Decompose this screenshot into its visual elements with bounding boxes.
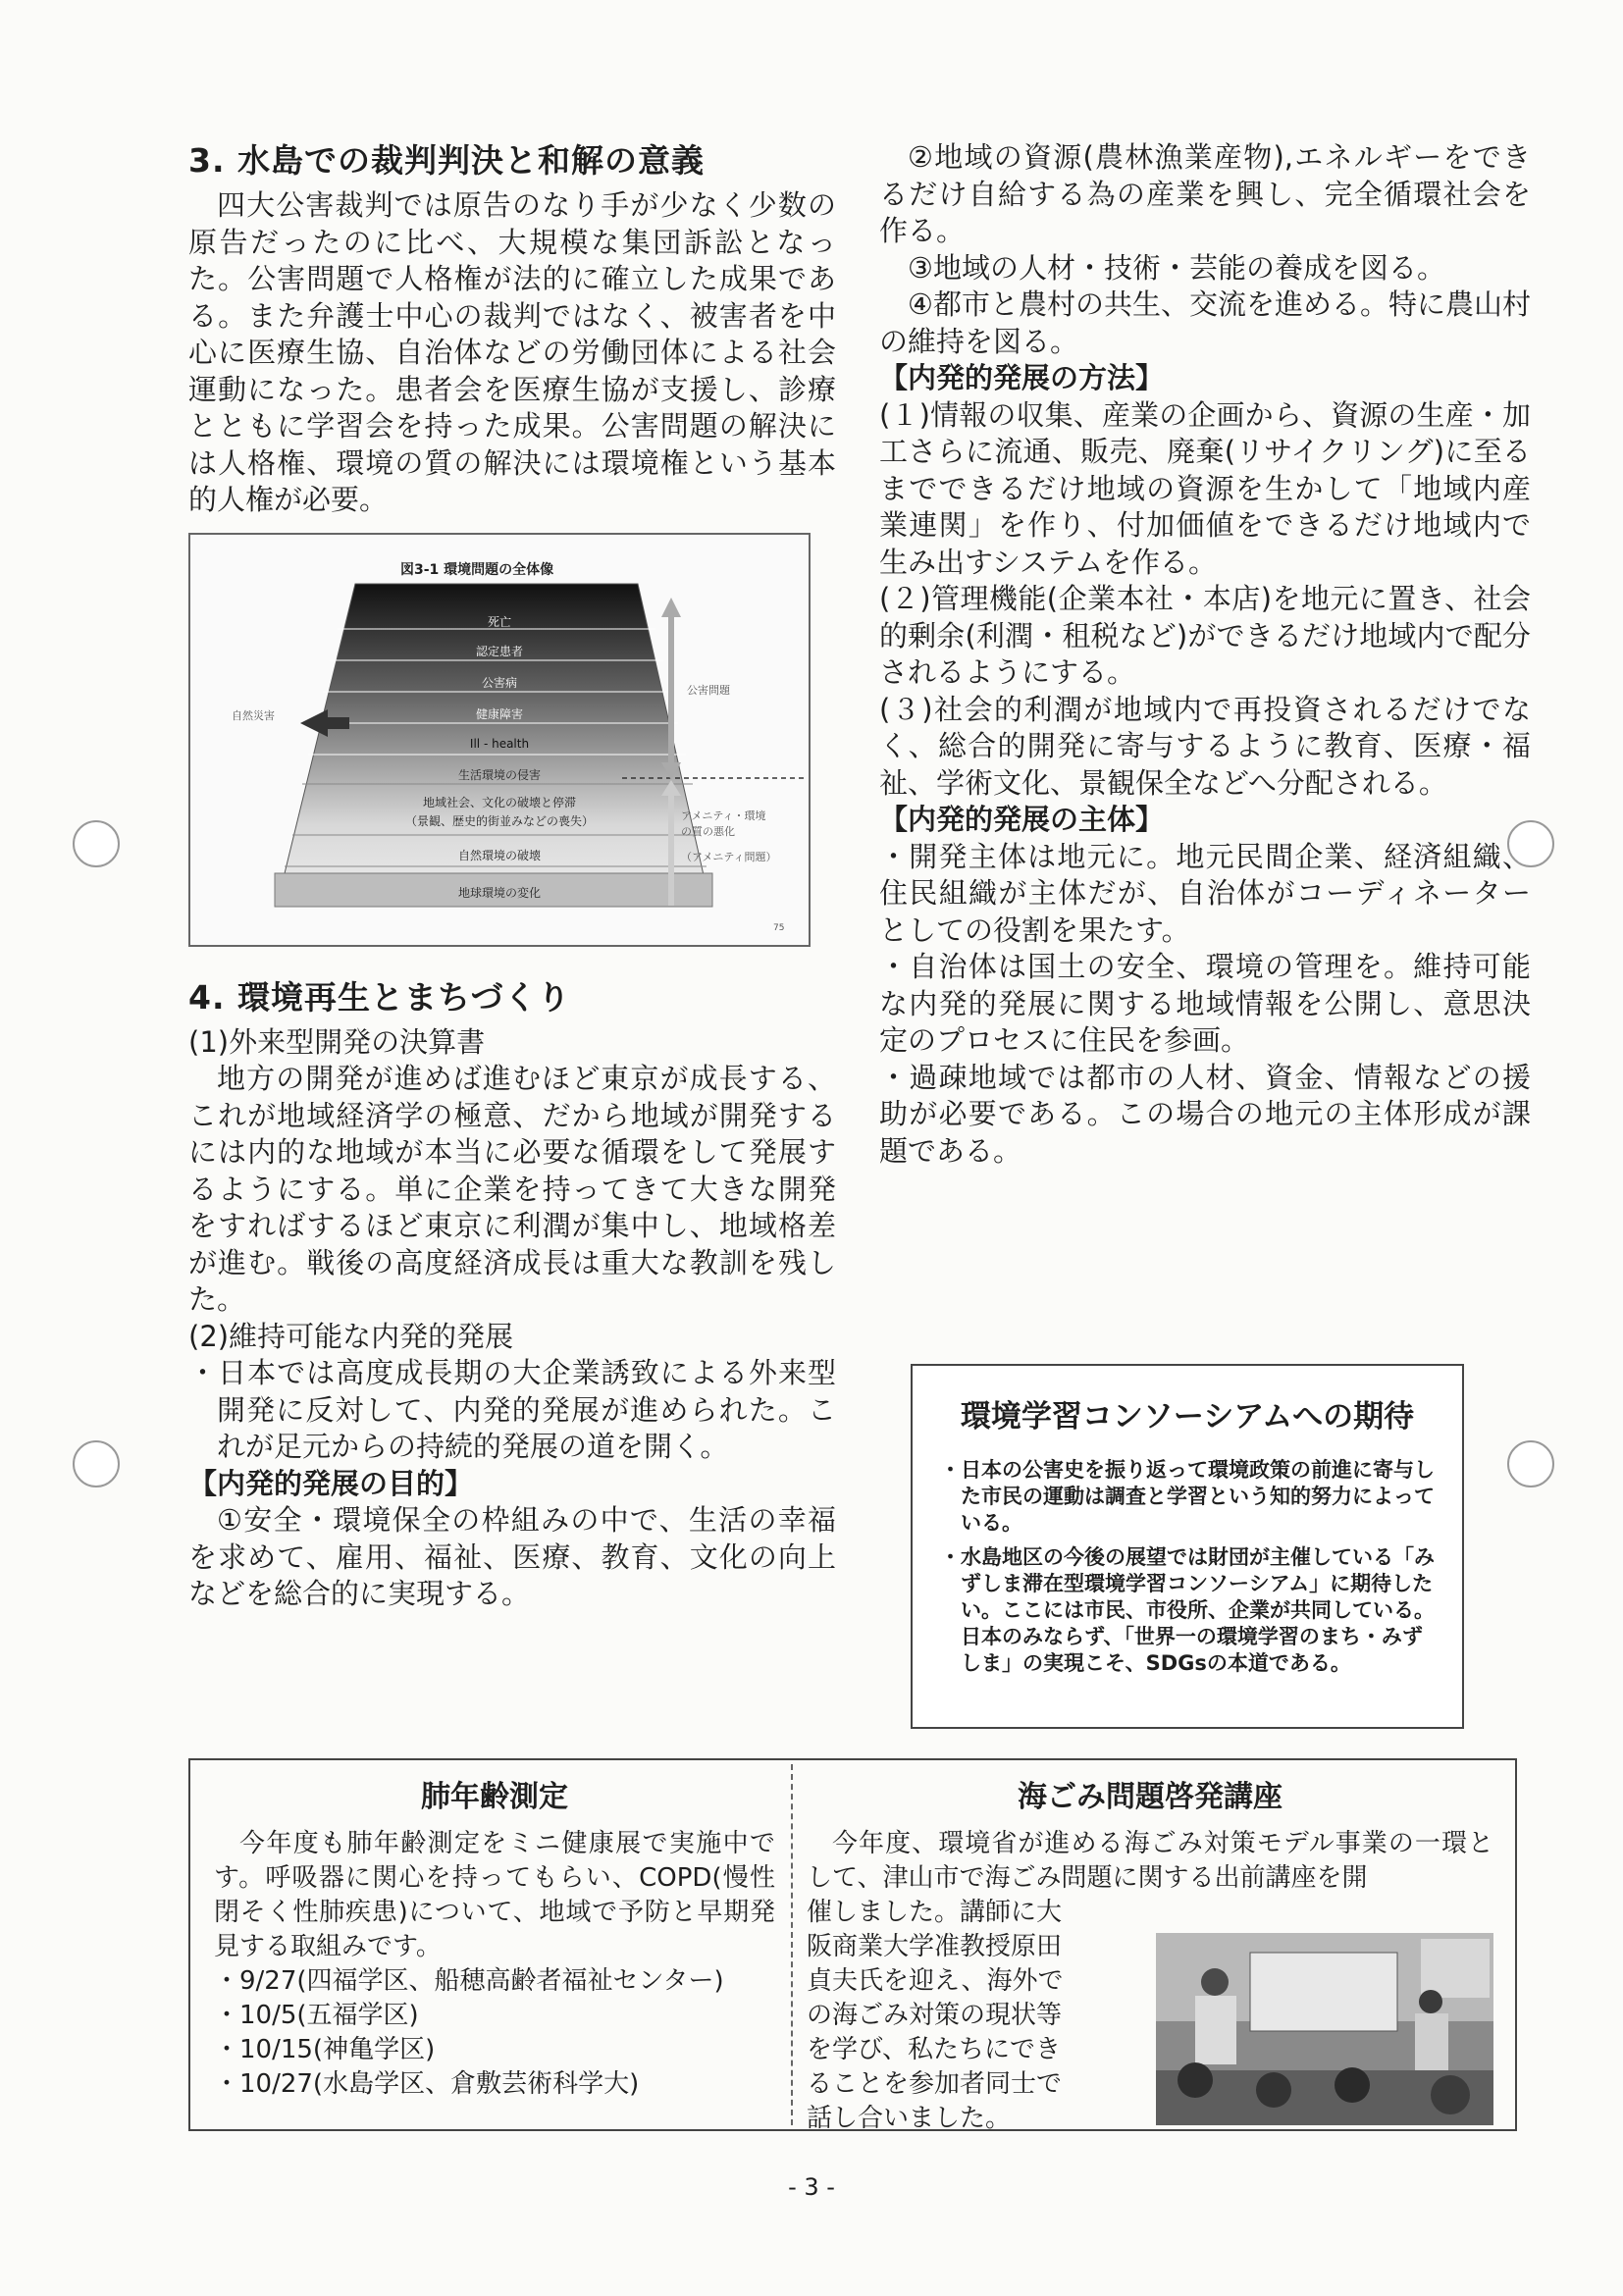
- ocean-litter-section: [807, 1772, 1493, 2136]
- method-3: (３)社会的利潤が地域内で再投資されるだけでなく、総合的開発に寄与するように教育、医療・福祉、学術文化、景観保全などへ分配される。: [879, 692, 1531, 800]
- level-pollution-disease: 公害病: [481, 675, 517, 690]
- photo-attendee-4: [1431, 2075, 1470, 2114]
- photo-person-2-head: [1419, 1990, 1442, 2013]
- bottom-divider: [791, 1764, 793, 2125]
- punch-hole-left-top: [73, 820, 120, 867]
- lung-age-section: [214, 1772, 775, 2102]
- figure-title: 図3-1 環境問題の全体像: [400, 561, 554, 578]
- photo-person-2-body: [1415, 2013, 1448, 2076]
- photo-attendee-3: [1335, 2067, 1370, 2103]
- purpose-heading: 【内発的発展の目的】: [188, 1466, 474, 1500]
- consortium-item-1: ・日本の公害史を振り返って環境政策の前進に寄与した市民の運動は調査と学習という知的努力によっている。: [940, 1458, 1435, 1535]
- lung-date-2: ・10/5(五福学区): [214, 2001, 419, 2030]
- purpose-1: ①安全・環境保全の枠組みの中で、生活の幸福を求めて、雇用、福祉、医療、教育、文化の向上などを総合的に実現する。: [188, 1503, 836, 1610]
- level-community-destruction: 地域社会、文化の破壊と停滞: [422, 795, 576, 809]
- consortium-item-2: ・水島地区の今後の展望では財団が主催している「みずしま滞在型環境学習コンソーシアム」に期待したい。ここには市民、市役所、企業が共同している。日本のみならず、「世界一の環境学習のまち・みずしま」の実現こそ、SDGsの本道である。: [940, 1545, 1435, 1675]
- lung-age-title: 肺年齢測定: [421, 1780, 568, 1814]
- left-column: [188, 135, 836, 1613]
- subject-1: ・開発主体は地元に。地元民間企業、経済組織、住民組織が主体だが、自治体がコーディネーターとしての役割を果たす。: [879, 839, 1531, 947]
- ocean-line-3: 貞夫氏を迎え、海外で: [807, 1966, 1064, 1996]
- photo-person-1-head: [1201, 1968, 1229, 1996]
- photo-attendee-2: [1256, 2072, 1291, 2108]
- seminar-photo: [1156, 1933, 1493, 2125]
- level-death: 死亡: [487, 614, 511, 629]
- consortium-box: [911, 1364, 1464, 1729]
- level-living-environment: 生活環境の侵害: [457, 767, 541, 782]
- method-heading: 【内発的発展の方法】: [879, 361, 1165, 394]
- bottom-news-box: [188, 1758, 1517, 2131]
- photo-whiteboard: [1250, 1953, 1397, 2031]
- section3-body: 四大公害裁判では原告のなり手が少なく少数の原告だったのに比べ、大規模な集団訴訟となった。公害問題で人格権が法的に確立した成果である。また弁護士中心の裁判ではなく、被害者を中心に医療生協、自治体などの労働団体による社会運動になった。患者会を医療生協が支援し、診療とともに学習会を持った成果。公害問題の解決には人格権、環境の質の解決には環境権という基本的人権が必要。: [188, 188, 836, 516]
- ocean-line-2: 阪商業大学准教授原田: [807, 1932, 1063, 1961]
- amenity-label-3: （アメニティ問題）: [681, 850, 777, 863]
- ocean-litter-title: 海ごみ問題啓発講座: [1018, 1780, 1283, 1814]
- ocean-litter-intro: 今年度、環境省が進める海ごみ対策モデル事業の一環として、津山市で海ごみ問題に関する出前講座を開: [807, 1829, 1493, 1893]
- lung-date-3: ・10/15(神亀学区): [214, 2035, 436, 2064]
- punch-hole-right-bottom: [1507, 1440, 1554, 1487]
- level-health-damage: 健康障害: [475, 706, 523, 721]
- photo-window: [1421, 1939, 1490, 1998]
- method-2: (２)管理機能(企業本社・本店)を地元に置き、社会的剰余(利潤・租税など)ができるだけ地域内で配分されるようにする。: [879, 582, 1531, 689]
- lung-date-4: ・10/27(水島学区、倉敷芸術科学大): [214, 2069, 640, 2099]
- lung-date-1: ・9/27(四福学区、船穂高齢者福祉センター): [214, 1966, 724, 1996]
- pyramid-figure: [188, 533, 811, 947]
- level-global-environment: 地球環境の変化: [457, 885, 541, 900]
- level-nature-destruction: 自然環境の破壊: [457, 848, 541, 862]
- amenity-label-1: アメニティ・環境: [681, 809, 766, 822]
- section4-sub2: (2)維持可能な内発的発展: [188, 1319, 514, 1353]
- purpose-3: ③地域の人材・技術・芸能の養成を図る。: [908, 250, 1445, 285]
- ocean-line-6: ることを参加者同士で: [807, 2069, 1063, 2099]
- subject-3: ・過疎地域では都市の人材、資金、情報などの援助が必要である。この場合の地元の主体形成が課題である。: [879, 1060, 1531, 1168]
- consortium-box-title: 環境学習コンソーシアムへの期待: [960, 1399, 1415, 1435]
- subject-heading: 【内発的発展の主体】: [879, 803, 1165, 836]
- method-1: (１)情報の収集、産業の企画から、資源の生産・加工さらに流通、販売、廃棄(リサイクリング)に至るまでできるだけ地域の資源を生かして「地域内産業連関」を作り、付加価値をできるだけ地域内で生み出すシステムを作る。: [879, 397, 1531, 579]
- section4-heading: 4. 環境再生とまちづくり: [188, 977, 571, 1017]
- section4-sub1: (1)外来型開発の決算書: [188, 1024, 486, 1059]
- subject-2: ・自治体は国土の安全、環境の管理を。維持可能な内発的発展に関する地域情報を公開し、意思決定のプロセスに住民を参画。: [879, 950, 1531, 1057]
- purpose-2: ②地域の資源(農林漁業産物),エネルギーをできるだけ自給する為の産業を興し、完全循環社会を作る。: [879, 140, 1531, 247]
- level-certified-patient: 認定患者: [475, 644, 523, 658]
- amenity-label-2: の質の悪化: [681, 824, 735, 838]
- right-column: [879, 139, 1531, 1170]
- ocean-line-1: 催しました。講師に大: [807, 1898, 1063, 1927]
- section4-para1: 地方の開発が進めば進むほど東京が成長する、これが地域経済学の極意、だから地域が開発するには内的な地域が本当に必要な循環をして発展するようにする。単に企業を持ってきて大きな開発をすればするほど東京に利潤が集中し、地域格差が進む。戦後の高度経済成長は重大な教訓を残した。: [188, 1062, 836, 1316]
- section4-para2: ・日本では高度成長期の大企業誘致による外来型開発に反対して、内発的発展が進められた。これが足元からの持続的発展の道を開く。: [188, 1356, 836, 1463]
- section3-heading: 3. 水島での裁判判決と和解の意義: [188, 141, 705, 180]
- ocean-line-4: の海ごみ対策の現状等: [807, 2001, 1063, 2030]
- purpose-4: ④都市と農村の共生、交流を進める。特に農山村の維持を図る。: [879, 287, 1531, 358]
- level-landscape-loss: （景観、歴史的街並みなどの喪失）: [404, 813, 594, 828]
- ocean-line-5: を学び、私たちにでき: [807, 2035, 1061, 2064]
- page-number: - 3 -: [788, 2173, 835, 2201]
- natural-disaster-label: 自然災害: [232, 708, 275, 722]
- pollution-problem-label: 公害問題: [687, 683, 730, 697]
- lung-age-body: 今年度も肺年齢測定をミニ健康展で実施中です。呼吸器に関心を持ってもらい、COPD(慢性閉そく性肺疾患)について、地域で予防と早期発見する取組みです。: [214, 1829, 775, 1961]
- photo-attendee-1: [1178, 2062, 1213, 2098]
- figure-page-ref: 75: [773, 922, 785, 933]
- level-ill-health: Ill - health: [469, 736, 530, 751]
- punch-hole-left-bottom: [73, 1440, 120, 1487]
- ocean-line-7: 話し合いました。: [807, 2104, 1012, 2133]
- photo-person-1-body: [1195, 1996, 1236, 2064]
